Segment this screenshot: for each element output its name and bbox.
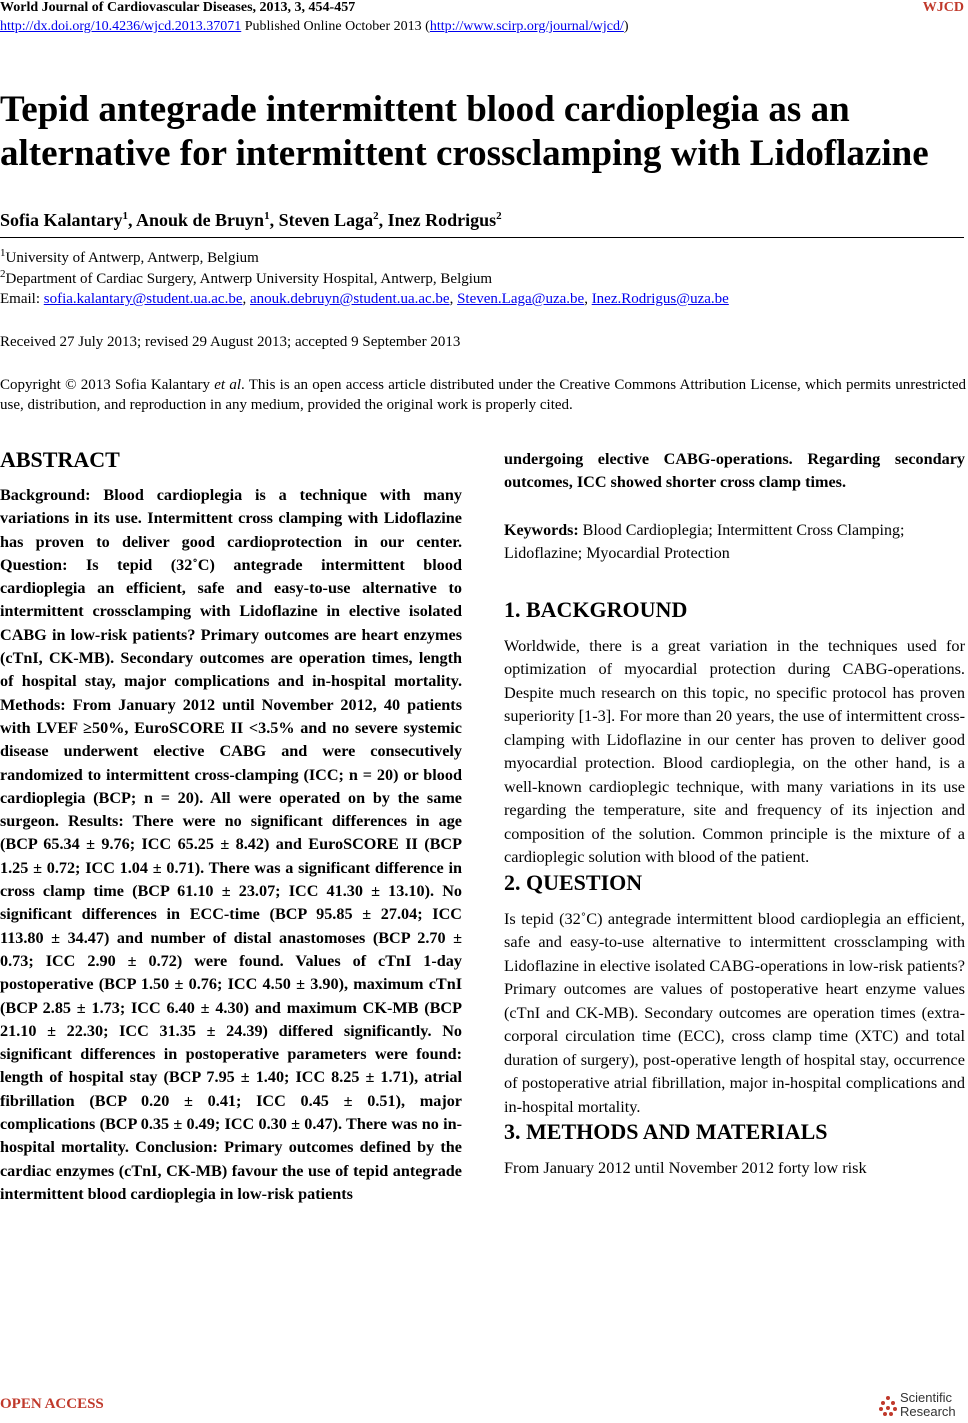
keywords [504, 519, 965, 566]
title-line-1: Tepid antegrade intermittent blood cardioplegia as an [0, 89, 850, 130]
section-heading: 2. QUESTION [504, 869, 643, 895]
journal-abbrev: WJCD [922, 0, 964, 15]
author-affiliation-mark: 2 [496, 210, 502, 222]
affiliation-mark: 2 [0, 268, 6, 280]
section-text: Is tepid (32˚C) antegrade intermittent blood cardioplegia an efficient, safe and easy-to-use alternative to intermittent crossclamping with Lidoflazine in elective isolated CABG-operations in low-risk patients? Primary outcomes are values of postoperative heart enzyme values (cTnI and CK-MB). Secondary outcomes are operation times (extra-corporal circulation time (ECC), cross clamp time (XTC) and total duration of surgery), post-operative length of hospital stay, occurrence of postoperative atrial fibrillation, major in-hospital complications and in-hospital mortality. [504, 908, 965, 1116]
divider [0, 237, 964, 238]
author-name: , Steven Laga [269, 210, 374, 230]
journal-link[interactable]: http://www.scirp.org/journal/wjcd/ [429, 19, 624, 34]
email-line [0, 291, 729, 308]
left-column [0, 446, 462, 1206]
email-link[interactable]: anouk.debruyn@student.ua.ac.be [250, 291, 450, 307]
email-link[interactable]: Inez.Rodrigus@uza.be [591, 291, 729, 307]
logo-line-1: Scientific [900, 1390, 953, 1405]
author-list [0, 210, 502, 231]
abstract-text: Background: Blood cardioplegia is a technique with many variations in its use. Intermittent cross clamping with Lidoflazine has proven to deliver good cardioprotection in our center. Question: Is tepid (32˚C) antegrade intermittent blood cardioplegia an efficient, safe and easy-to-use alternative to intermittent crossclamping with Lidoflazine in elective isolated CABG in low-risk patients? Primary outcomes are heart enzymes (cTnI, CK-MB). Secondary outcomes are operation times, length of hospital stay, major complications and in-hospital mortality. Methods: From January 2012 until November 2012, 40 patients with LVEF ≥50%, EuroSCORE II <3.5% and no severe systemic disease underwent elective CABG and were consecutively randomized to intermittent cross-clamping (ICC; n = 20) or blood cardioplegia (BCP; n = 20). All were operated on by the same surgeon. Results: There were no significant differences in age (BCP 65.34 ± 9.76; ICC 65.25 ± 8.42) and EuroSCORE II (BCP 1.25 ± 0.72; ICC 1.04 ± 0.71). There was a significant difference in cross clamp time (BCP 61.10 ± 23.07; ICC 41.30 ± 13.10). No significant differences in ECC-time (BCP 95.85 ± 27.04; ICC 113.80 ± 34.47) and number of distal anastomoses (BCP 2.70 ± 0.73; ICC 2.90 ± 0.72) were found. Values of cTnI 1-day postoperative (BCP 1.50 ± 0.76; ICC 4.50 ± 3.90), maximum cTnI (BCP 2.85 ± 1.73; ICC 6.40 ± 4.30) and maximum CK-MB (BCP 21.10 ± 22.30; ICC 31.35 ± 24.39) differed significantly. No significant differences in postoperative parameters were found: length of hospital stay (BCP 7.95 ± 1.40; ICC 8.25 ± 1.71), atrial fibrillation (BCP 0.20 ± 0.41; ICC 0.45 ± 0.51), major complications (BCP 0.35 ± 0.49; ICC 0.30 ± 0.47). There was no in-hospital mortality. Conclusion: Primary outcomes defined by the cardiac enzymes (cTnI, CK-MB) favour the use of tepid antegrade intermittent blood cardioplegia in low-risk patients [0, 486, 462, 1203]
email-separator: , [242, 291, 250, 307]
affiliation-1 [0, 247, 259, 267]
affiliation-mark: 1 [0, 247, 6, 259]
affiliation-text: University of Antwerp, Antwerp, Belgium [5, 250, 259, 266]
section-text: Worldwide, there is a great variation in the techniques used for optimization of myocardial protection during CABG-operations. Despite much research on this topic, no specific protocol has proven superiority [1-3]. For more than 20 years, the use of intermittent cross-clamping with Lidoflazine in our center has proven to deliver good myocardial protection. Blood cardioplegia, on the other hand, is a well-known cardioplegic technique, with many variations in its use regarding the temperature, site and frequency of its injection and composition of the solution. Common principle is the mixture of a cardioplegic solution with blood of the patient. [504, 635, 965, 867]
keywords-label: Keywords: [504, 521, 579, 539]
keywords-text: Blood Cardioplegia; Intermittent Cross Clamping; Lidoflazine; Myocardial Protection [504, 521, 905, 563]
logo-line-2: Research [900, 1404, 956, 1419]
abstract-heading: ABSTRACT [0, 447, 120, 472]
section-heading: 1. BACKGROUND [504, 596, 688, 622]
publisher-logo [878, 1391, 966, 1421]
affiliation-text: Department of Cardiac Surgery, Antwerp University Hospital, Antwerp, Belgium [5, 271, 493, 287]
copyright-text: Copyright © 2013 Sofia Kalantary [0, 377, 215, 393]
section-text: From January 2012 until November 2012 forty low risk [504, 1158, 867, 1178]
affiliation-2 [0, 268, 493, 288]
author-affiliation-mark: 2 [373, 210, 379, 222]
author-name: Sofia Kalantary [0, 210, 123, 230]
doi-line [0, 19, 629, 35]
paper-title [0, 88, 968, 176]
email-separator: , [449, 291, 458, 307]
publisher-logo-icon [878, 1395, 898, 1417]
received-dates: Received 27 July 2013; revised 29 August 2013; accepted 9 September 2013 [0, 334, 461, 350]
author-name: , Anouk de Bruyn [128, 210, 265, 230]
open-access-label: OPEN ACCESS [0, 1396, 104, 1412]
published-text: Published Online October 2013 ( [241, 19, 430, 34]
email-separator: , [584, 291, 592, 307]
title-line-2: alternative for intermittent crossclamping with Lidoflazine [0, 133, 929, 174]
doi-link[interactable]: http://dx.doi.org/10.4236/wjcd.2013.37071 [0, 19, 242, 34]
close-paren: ) [623, 19, 629, 34]
author-affiliation-mark: 1 [264, 210, 270, 222]
email-link[interactable]: Steven.Laga@uza.be [457, 291, 585, 307]
copyright-text: . This is an open access article distributed under the Creative Commons Attribution License, which permits unrestricted use, distribution, and reproduction in any medium, provided the original work is properly cited. [0, 377, 966, 413]
abstract-continued: undergoing elective CABG-operations. Regarding secondary outcomes, ICC showed shorter cross clamp times. [504, 450, 965, 492]
author-name: , Inez Rodrigus [378, 210, 497, 230]
copyright-notice [0, 375, 966, 415]
email-link[interactable]: sofia.kalantary@student.ua.ac.be [43, 291, 243, 307]
copyright-etal: et al [214, 377, 242, 393]
journal-citation: World Journal of Cardiovascular Diseases, 2013, 3, 454-457 [0, 0, 356, 15]
section-heading: 3. METHODS AND MATERIALS [504, 1119, 828, 1145]
author-affiliation-mark: 1 [122, 210, 129, 222]
email-label: Email: [0, 291, 44, 307]
publisher-logo-text [900, 1391, 956, 1419]
right-column [504, 448, 965, 1180]
